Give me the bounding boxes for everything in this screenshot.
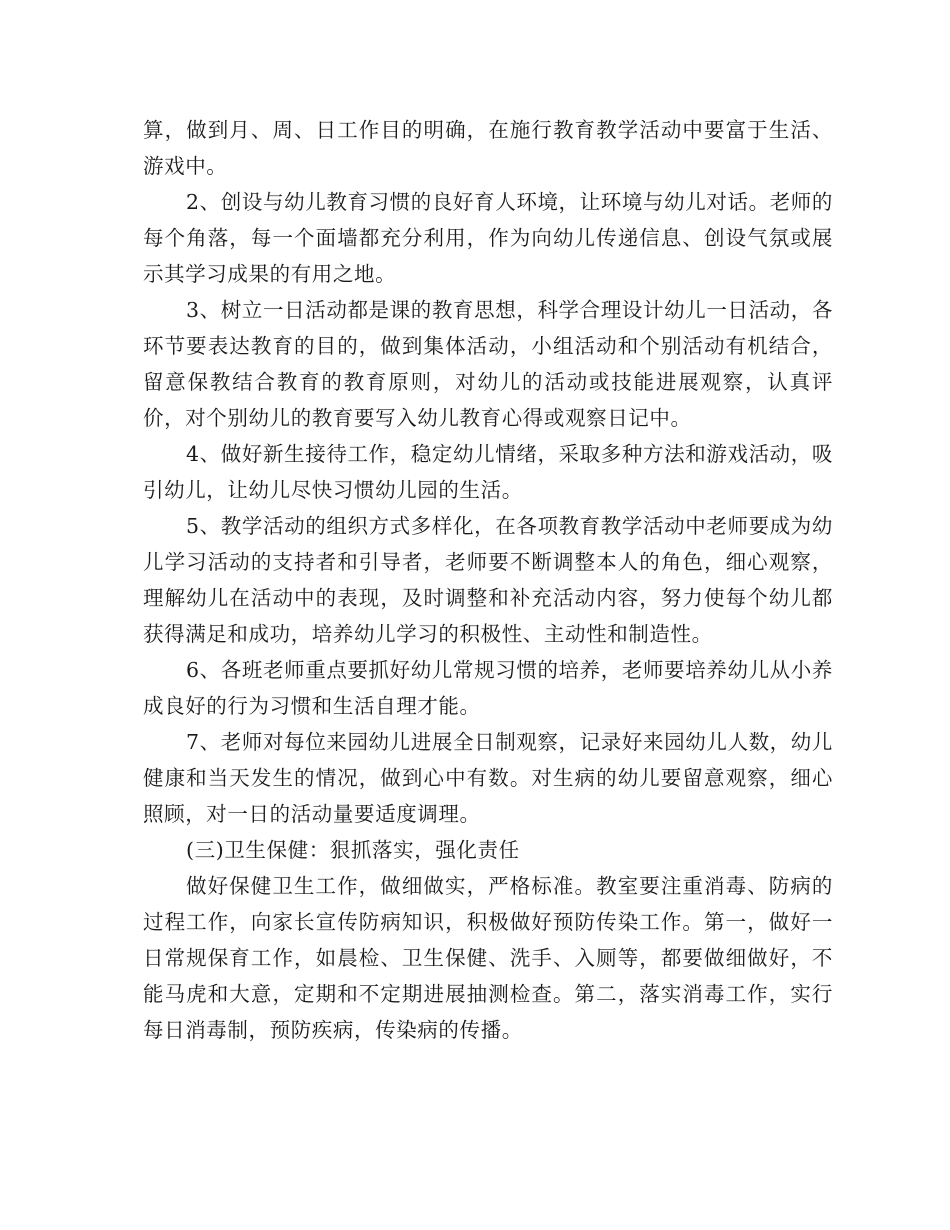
paragraph-health-care: 做好保健卫生工作，做细做实，严格标准。教室要注重消毒、防病的过程工作，向家长宣传防病知识，积极做好预防传染工作。第一，做好一日常规保育工作，如晨检、卫生保健、洗手、入厕等，都要做细做好，不能马虎和大意，定期和不定期进展抽测检查。第二，落实消毒工作，实行每日消毒制，预防疾病，传染病的传播。 (143, 874, 833, 1042)
document-body (143, 112, 833, 1048)
paragraph-item-6: 6、各班老师重点要抓好幼儿常规习惯的培养，老师要培养幼儿从小养成良好的行为习惯和生活自理才能。 (143, 658, 833, 718)
paragraph-item-4: 4、做好新生接待工作，稳定幼儿情绪，采取多种方法和游戏活动，吸引幼儿，让幼儿尽快习惯幼儿园的生活。 (143, 442, 833, 502)
paragraph-item-2: 2、创设与幼儿教育习惯的良好育人环境，让环境与幼儿对话。老师的每个角落，每一个面墙都充分利用，作为向幼儿传递信息、创设气氛或展示其学习成果的有用之地。 (143, 190, 833, 286)
paragraph-continuation: 算，做到月、周、日工作目的明确，在施行教育教学活动中要富于生活、游戏中。 (143, 118, 833, 178)
paragraph-item-5: 5、教学活动的组织方式多样化，在各项教育教学活动中老师要成为幼儿学习活动的支持者和引导者，老师要不断调整本人的角色，细心观察，理解幼儿在活动中的表现，及时调整和补充活动内容，努力使每个幼儿都获得满足和成功，培养幼儿学习的积极性、主动性和制造性。 (143, 514, 833, 646)
section-heading-health-care: (三)卫生保健：狠抓落实，强化责任 (186, 838, 520, 862)
paragraph-item-7: 7、老师对每位来园幼儿进展全日制观察，记录好来园幼儿人数，幼儿健康和当天发生的情况，做到心中有数。对生病的幼儿要留意观察，细心照顾，对一日的活动量要适度调理。 (143, 730, 833, 826)
paragraph-item-3: 3、树立一日活动都是课的教育思想，科学合理设计幼儿一日活动，各环节要表达教育的目的，做到集体活动，小组活动和个别活动有机结合，留意保教结合教育的教育原则，对幼儿的活动或技能进展观察，认真评价，对个别幼儿的教育要写入幼儿教育心得或观察日记中。 (143, 298, 833, 430)
